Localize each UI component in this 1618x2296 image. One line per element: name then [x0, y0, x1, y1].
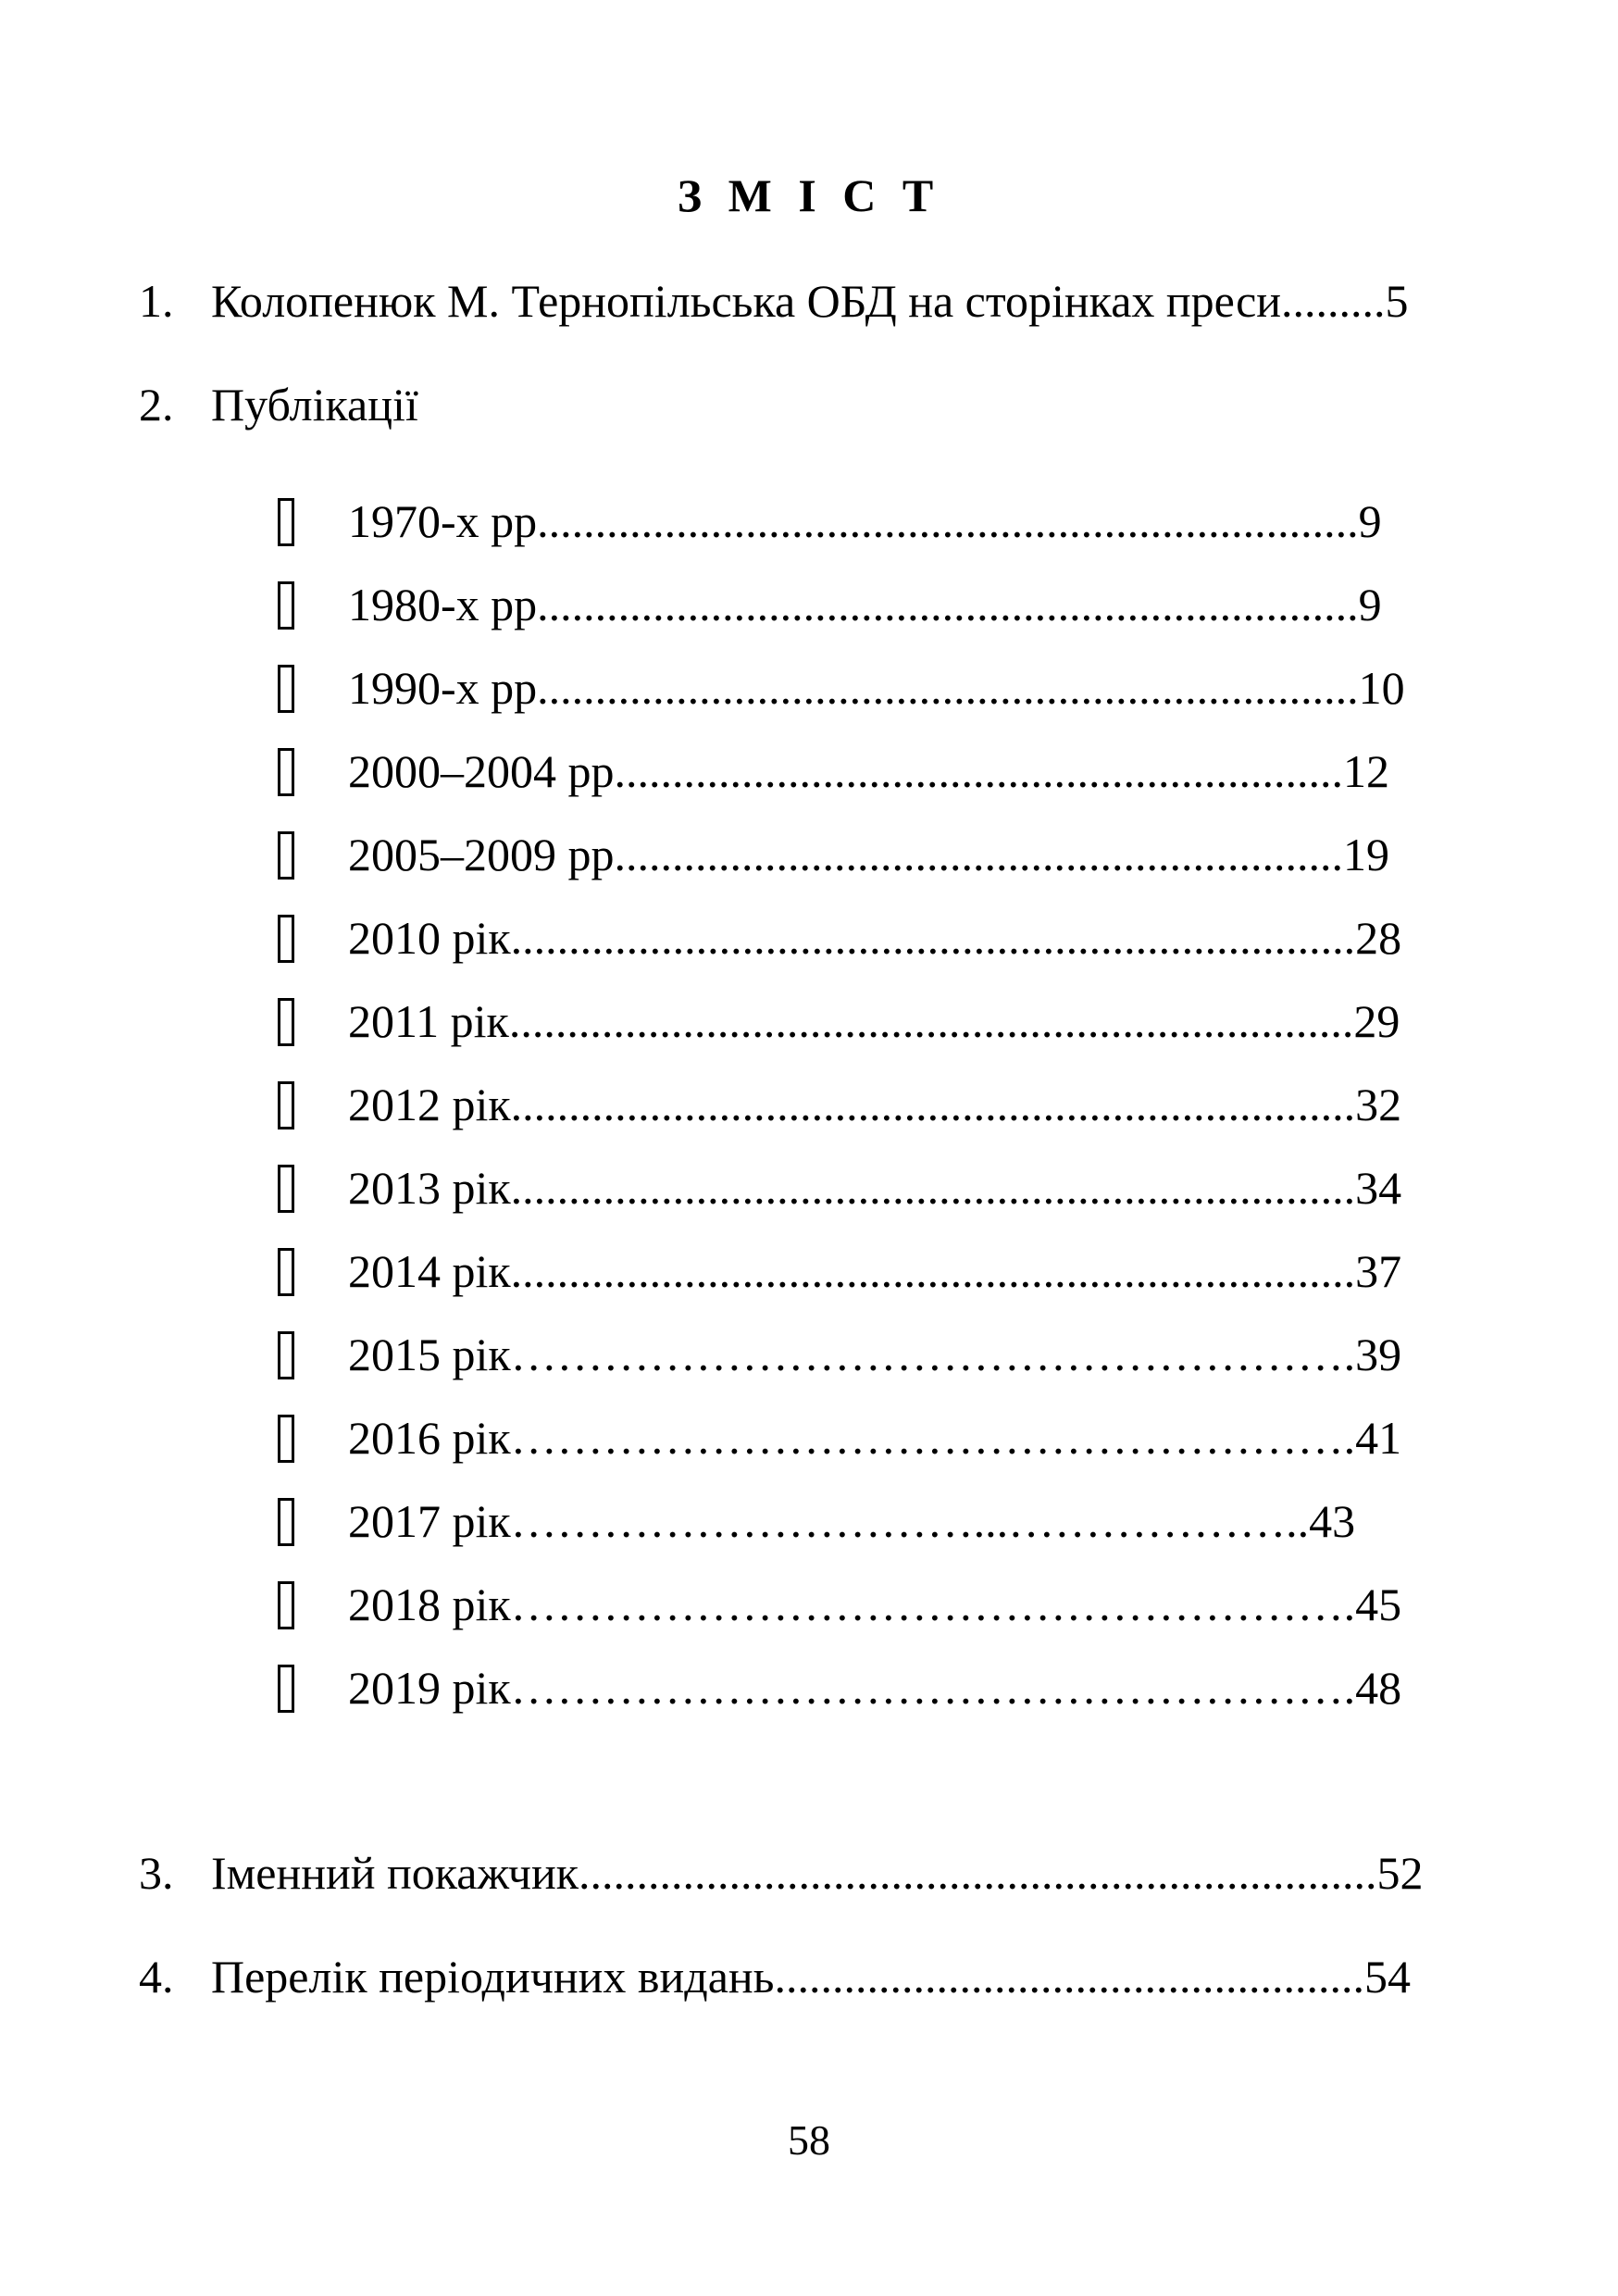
- toc-entry-text: Публікації: [211, 379, 418, 430]
- toc-entry-number: 4.: [139, 1951, 174, 2003]
- toc-entry-text: Іменний покажчик.....................................................................52: [211, 1847, 1424, 1899]
- bullet-box-icon: [278, 498, 294, 546]
- toc-heading: З М І С Т: [677, 169, 941, 221]
- toc-entry-number: 1.: [139, 275, 174, 327]
- toc-entry-number: 3.: [139, 1847, 174, 1899]
- bullet-box-icon: [278, 998, 294, 1046]
- bullet-box-icon: [278, 581, 294, 630]
- toc-subentry-text: 2016 рік……………………………………………….41: [348, 1412, 1402, 1464]
- bullet-box-icon: [278, 1665, 294, 1713]
- toc-subentry-text: 1970-х рр.......................................................................9: [348, 495, 1382, 547]
- bullet-box-icon: [278, 665, 294, 713]
- toc-subentry-text: 2011 рік.........................................................................29: [348, 995, 1400, 1047]
- bullet-box-icon: [278, 1248, 294, 1296]
- toc-subentry-text: 2013 рік.........................................................................34: [348, 1162, 1402, 1214]
- toc-entry-number: 2.: [139, 379, 174, 430]
- bullet-box-icon: [278, 1415, 294, 1463]
- toc-subentry-text: 1980-х рр.......................................................................9: [348, 579, 1382, 630]
- toc-subentry-text: 2012 рік.........................................................................32: [348, 1079, 1402, 1130]
- toc-subentry-text: 1990-х рр.......................................................................10: [348, 662, 1405, 714]
- bullet-box-icon: [278, 1165, 294, 1213]
- toc-subentry-text: 2000–2004 рр...............................................................12: [348, 745, 1389, 797]
- toc-subentry-text: 2018 рік……………………………………………….45: [348, 1578, 1402, 1630]
- page-number: 58: [788, 2116, 830, 2164]
- bullet-box-icon: [278, 1581, 294, 1629]
- bullet-box-icon: [278, 1081, 294, 1129]
- bullet-box-icon: [278, 1331, 294, 1379]
- toc-subentry-text: 2005–2009 рр...............................................................19: [348, 829, 1389, 880]
- toc-subentry-text: 2019 рік……………………………………………….48: [348, 1662, 1402, 1714]
- toc-subentry-text: 2017 рік…………………………...………………..43: [348, 1495, 1356, 1547]
- bullet-box-icon: [278, 831, 294, 880]
- toc-entry-text: Колопенюк М. Тернопільська ОБД на сторінках преси.........5: [211, 275, 1409, 327]
- bullet-box-icon: [278, 915, 294, 963]
- toc-subentry-text: 2015 рік……………………………………………….39: [348, 1329, 1402, 1380]
- toc-subentry-text: 2014 рік.........................................................................37: [348, 1245, 1402, 1297]
- toc-entry-text: Перелік періодичних видань...................................................54: [211, 1951, 1411, 2003]
- bullet-box-icon: [278, 1498, 294, 1546]
- bullet-box-icon: [278, 748, 294, 796]
- toc-subentry-text: 2010 рік.........................................................................28: [348, 912, 1402, 964]
